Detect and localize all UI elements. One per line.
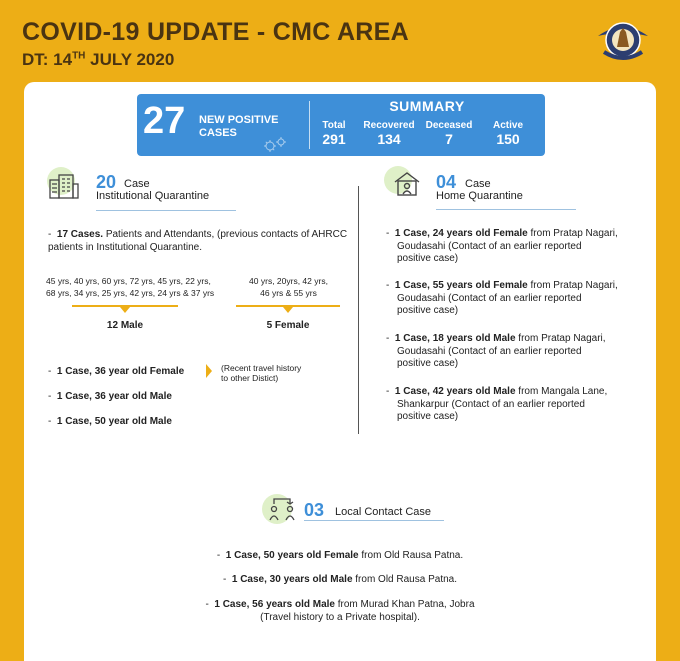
travel-note [221, 363, 301, 383]
stat-value: 150 [496, 131, 520, 147]
institutional-label: Institutional Quarantine [96, 190, 210, 202]
male-pointer [120, 307, 130, 313]
case-bold: 1 Case, 55 years old Female [394, 280, 528, 291]
stat-value: 134 [377, 131, 401, 147]
home-case: - 1 Case, 42 years old Male from Mangala Lane, Shankarpur (Contact of an earlier reported positive case) [386, 386, 608, 422]
local-case: - 1 Case, 30 years old Male from Old Rausa Patna. [222, 574, 457, 585]
case-text: 1 Case, 36 year old Male [56, 391, 172, 402]
local-case: - 1 Case, 56 years old Male from Murad Khan Patna, Jobra (Travel history to a Private hospital). [205, 599, 475, 623]
institutional-bullet: - 17 Cases. Patients and Attendants, (previous contacts of AHRCC patients in Institutional Quarantine. [48, 229, 348, 253]
emblem-logo [594, 14, 652, 64]
case-line2: Goudasahi (Contact of an earlier reported [397, 292, 582, 304]
stat-label: Active [492, 120, 523, 131]
local-label: Local Contact Case [335, 506, 431, 518]
case-rest: from Murad Khan Patna, Jobra [334, 599, 475, 610]
male-ages [46, 275, 214, 299]
stat-deceased [421, 120, 477, 147]
travel-pointer [206, 364, 212, 378]
institutional-case: - 1 Case, 36 year old Male [48, 391, 172, 402]
stat-value: 7 [445, 131, 453, 147]
local-count: 03 [304, 500, 325, 520]
case-text: 1 Case, 36 year old Female [56, 366, 185, 377]
case-line3: positive case) [397, 305, 459, 316]
home-case: - 1 Case, 55 years old Female from Pratap Nagari, Goudasahi (Contact of an earlier reported positive case) [386, 280, 618, 316]
page-title: COVID-19 UPDATE - CMC AREA [22, 18, 409, 46]
institutional-count: 20 [96, 172, 117, 192]
local-case: - 1 Case, 50 years old Female from Old Rausa Patna. [216, 550, 464, 561]
home-case: - 1 Case, 18 years old Male from Pratap Nagari, Goudasahi (Contact of an earlier reported positive case) [386, 333, 606, 369]
date-day: DT: 14 [22, 50, 73, 69]
house-icon [392, 170, 422, 198]
home-case-word: Case [465, 178, 491, 190]
case-rest: from Pratap Nagari, [527, 228, 618, 239]
case-line2: (Travel history to a Private hospital). [260, 611, 420, 623]
bullet-text: Patients and Attendants, (previous contacts of AHRCC patients in Institutional Quarantine. [48, 229, 348, 253]
date-sup: TH [72, 50, 86, 62]
female-total: 5 Female [266, 320, 310, 331]
summary-title: SUMMARY [389, 98, 465, 114]
institutional-case: - 1 Case, 36 year old Female [48, 366, 185, 377]
case-line3: positive case) [397, 411, 459, 422]
institutional-underline [96, 210, 236, 211]
case-rest: from Old Rausa Patna. [358, 550, 464, 561]
case-line2: Goudasahi (Contact of an earlier reported [397, 345, 582, 357]
home-underline [436, 209, 576, 210]
contact-icon [266, 496, 298, 524]
local-underline [304, 520, 444, 521]
male-ages-line: 68 yrs, 34 yrs, 25 yrs, 42 yrs, 24 yrs & 37 yrs [46, 288, 215, 298]
column-divider [358, 186, 359, 434]
institutional-case: - 1 Case, 50 year old Male [48, 416, 172, 427]
case-rest: from Old Rausa Patna. [352, 574, 457, 585]
stat-label: Deceased [425, 120, 473, 131]
female-ages-line: 40 yrs, 20yrs, 42 yrs, [249, 276, 328, 286]
case-line2: Goudasahi (Contact of an earlier reported [397, 240, 582, 252]
home-count: 04 [436, 172, 457, 192]
new-positive-count: 27 [143, 100, 186, 142]
stat-label: Total [322, 120, 346, 131]
home-label: Home Quarantine [436, 190, 523, 202]
travel-note-line: to other Distict) [221, 373, 279, 383]
case-line2: Shankarpur (Contact of an earlier reported [397, 398, 585, 410]
case-text: 1 Case, 50 year old Male [56, 416, 172, 427]
case-line3: positive case) [397, 253, 459, 264]
stat-label: Recovered [363, 120, 415, 131]
institutional-case-word: Case [124, 178, 150, 190]
home-case: - 1 Case, 24 years old Female from Pratap Nagari, Goudasahi (Contact of an earlier reported positive case) [386, 228, 618, 264]
bullet-bold: 17 Cases. [56, 229, 104, 240]
stat-total [311, 120, 357, 147]
case-bold: 1 Case, 56 years old Male [214, 599, 335, 610]
case-rest: from Pratap Nagari, [527, 280, 618, 291]
female-ages-line: 46 yrs & 55 yrs [260, 288, 317, 298]
stat-value: 291 [322, 131, 346, 147]
stat-recovered [357, 120, 421, 147]
male-total: 12 Male [106, 320, 144, 331]
stat-active [483, 120, 533, 147]
summary-banner [137, 94, 545, 156]
case-line3: positive case) [397, 358, 459, 369]
report-date [22, 50, 174, 70]
building-icon [48, 172, 80, 200]
case-bold: 1 Case, 30 years old Male [231, 574, 353, 585]
new-positive-label: NEW POSITIVE CASES [199, 114, 279, 139]
case-rest: from Mangala Lane, [515, 386, 608, 397]
case-bold: 1 Case, 42 years old Male [394, 386, 516, 397]
female-pointer [283, 307, 293, 313]
case-bold: 1 Case, 18 years old Male [394, 333, 516, 344]
case-rest: from Pratap Nagari, [515, 333, 606, 344]
male-ages-line: 45 yrs, 40 yrs, 60 yrs, 72 yrs, 45 yrs, 22 yrs, [46, 276, 211, 286]
date-month-year: JULY 2020 [85, 50, 175, 69]
travel-note-line: (Recent travel history [221, 363, 302, 373]
case-bold: 1 Case, 24 years old Female [394, 228, 528, 239]
case-bold: 1 Case, 50 years old Female [225, 550, 359, 561]
female-ages [236, 275, 341, 299]
virus-icon [262, 136, 288, 154]
